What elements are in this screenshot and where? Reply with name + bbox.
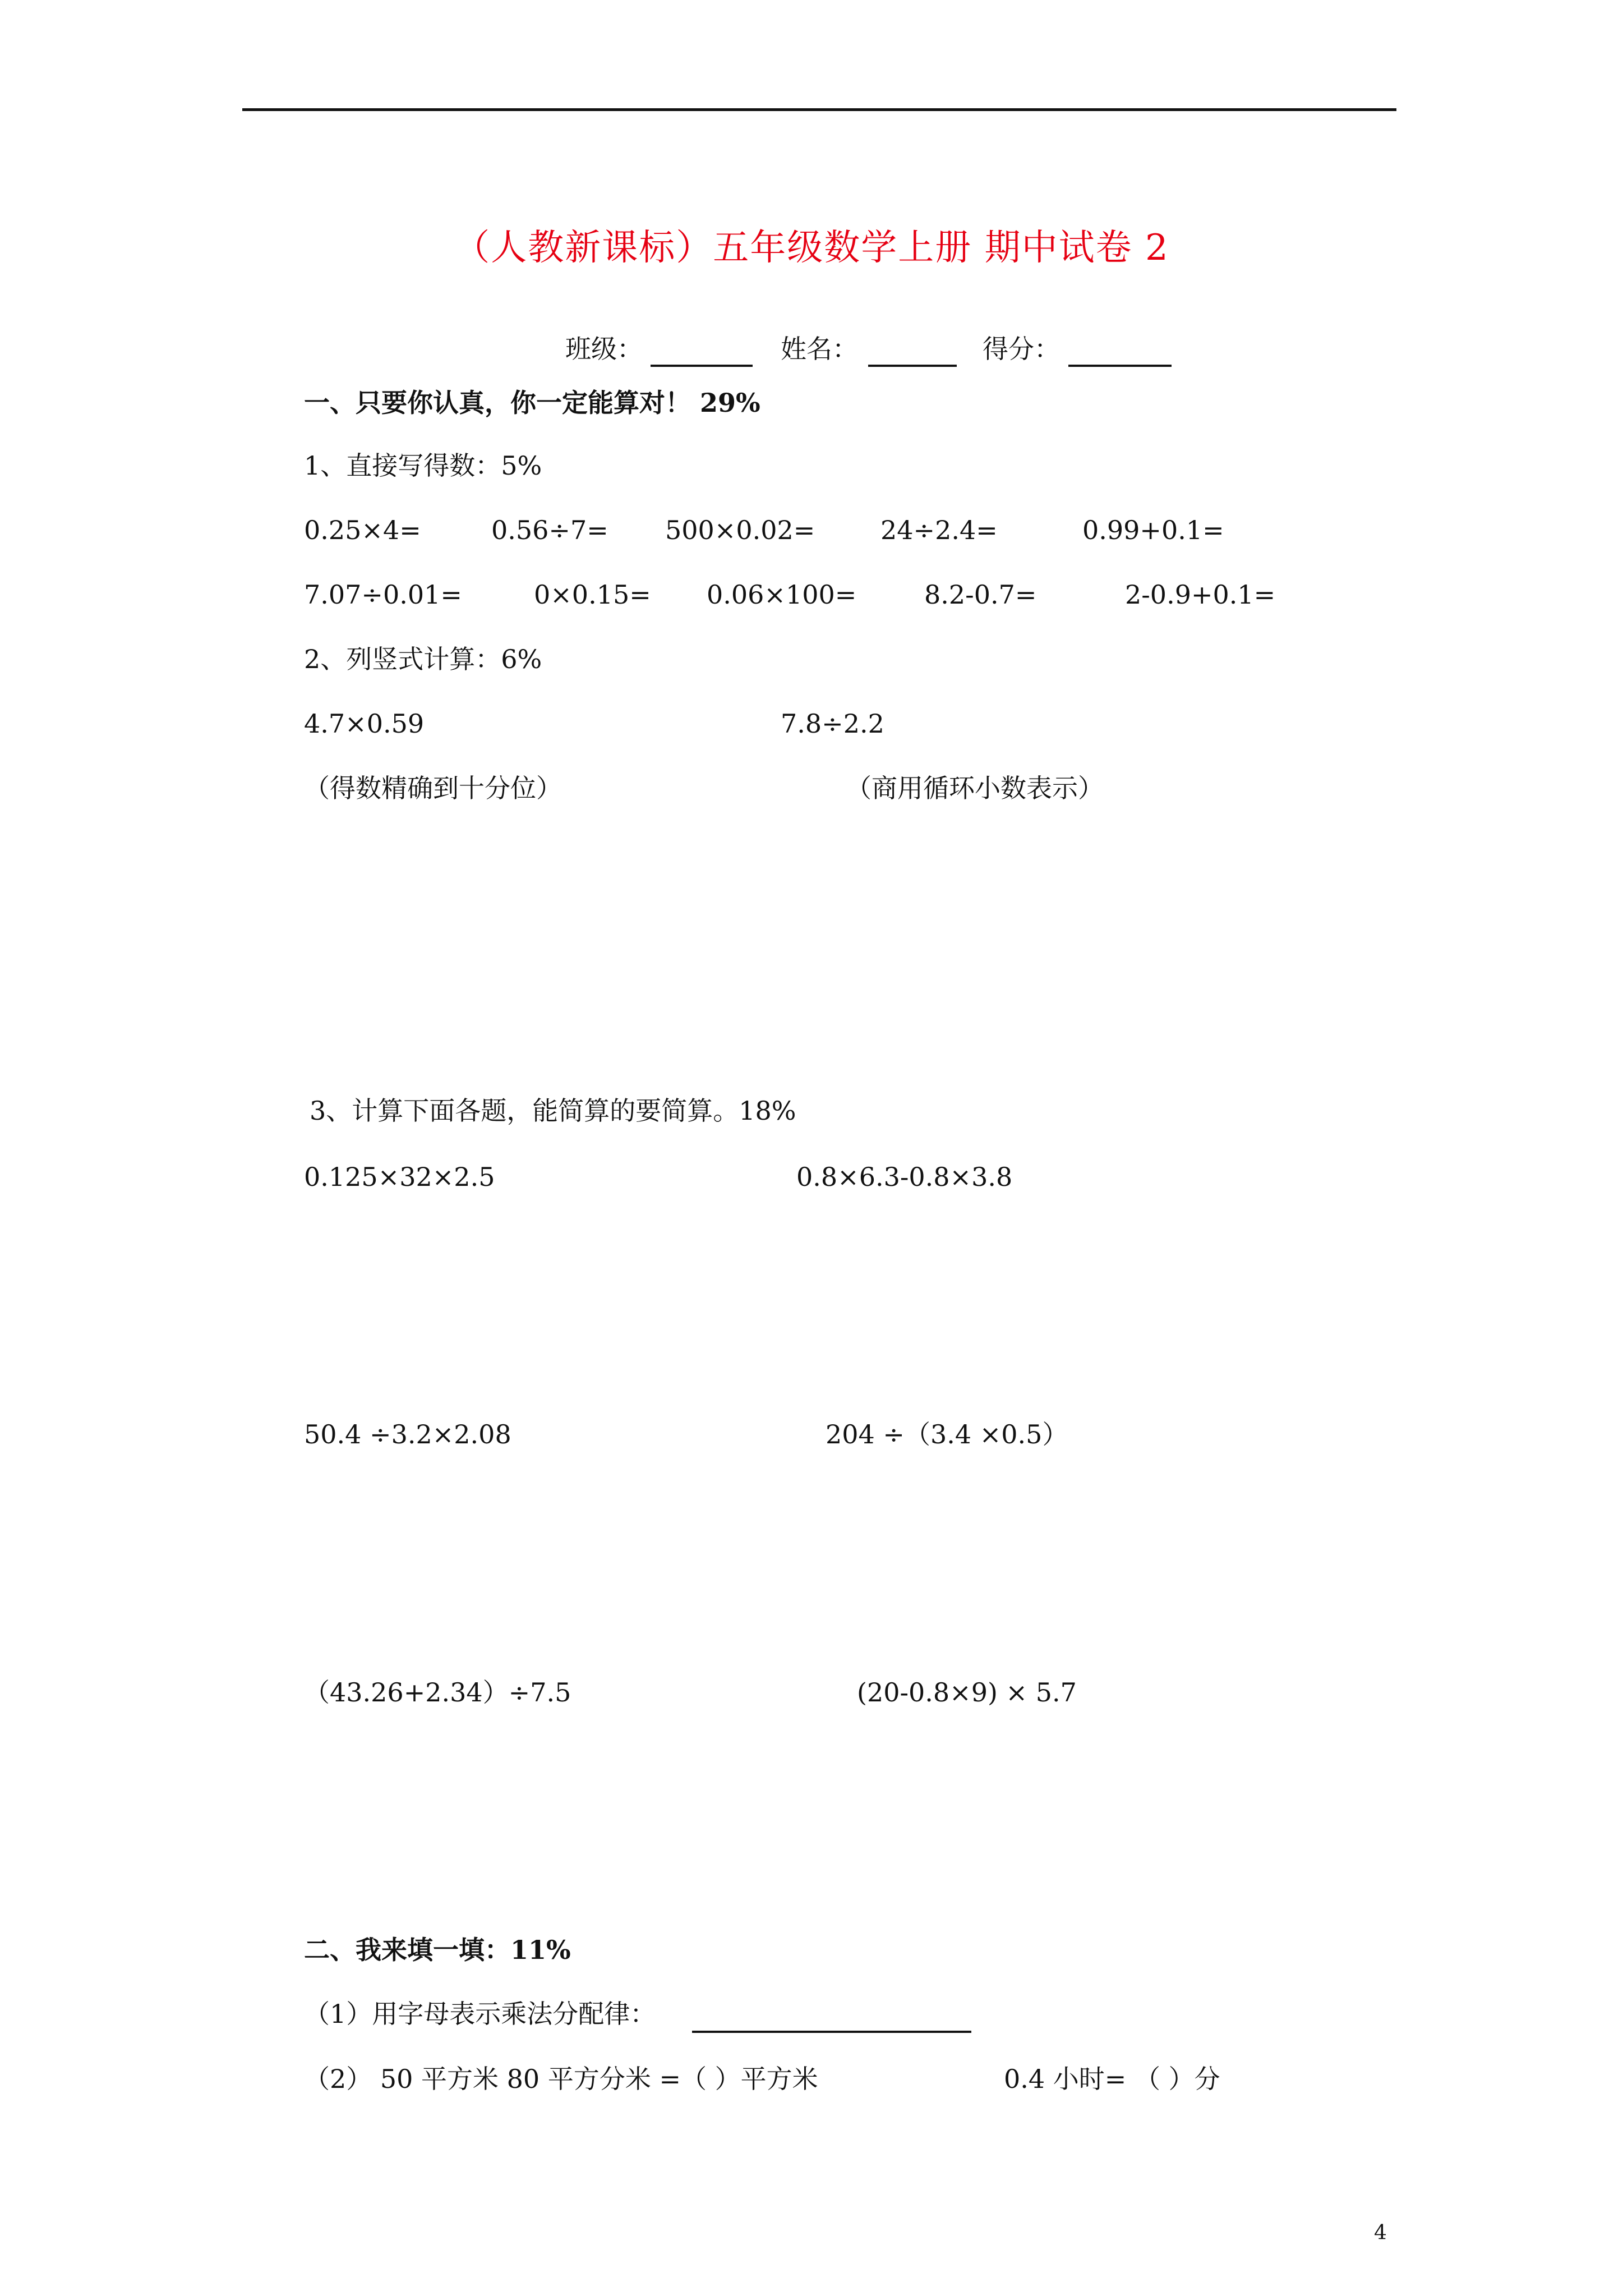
fill-item-2a: （2） 50 平方米 80 平方分米 =（ ）平方米 [304,2064,818,2094]
q3-expr: 0.125×32×2.5 [304,1162,495,1192]
q3-expr: 204 ÷（3.4 ×0.5） [826,1419,1068,1450]
q2-right-expr: 7.8÷2.2 [781,708,884,739]
q1-row1-item: 24÷2.4= [880,515,998,545]
fill-item-1: （1）用字母表示乘法分配律： [304,1999,656,2029]
page-number: 4 [1374,2221,1387,2244]
q1-row1-item: 0.56÷7= [491,515,608,545]
q1-row2-item: 7.07÷0.01= [304,579,462,610]
fill-blank-1[interactable] [692,2003,971,2035]
score-label: 得分： [983,334,1060,364]
q3-label: 3、计算下面各题，能简算的要简算。18% [310,1096,796,1126]
q1-row1-item: 500×0.02= [665,515,815,545]
section1-heading: 一、只要你认真，你一定能算对！ 29% [304,388,760,418]
q2-label: 2、列竖式计算：6% [304,644,542,674]
q3-expr: 0.8×6.3-0.8×3.8 [796,1162,1013,1192]
class-blank[interactable] [651,337,753,369]
q2-left-note: （得数精确到十分位） [304,773,562,803]
page-title: （人教新课标）五年级数学上册 期中试卷 2 [454,227,1169,269]
q1-row2-item: 0.06×100= [707,579,857,610]
q3-expr: (20-0.8×9) × 5.7 [857,1677,1077,1708]
q1-label: 1、直接写得数：5% [304,450,542,481]
q2-right-note: （商用循环小数表示） [846,773,1104,803]
q1-row1-item: 0.99+0.1= [1082,515,1224,545]
name-blank[interactable] [868,337,957,369]
q2-left-expr: 4.7×0.59 [304,708,425,739]
fill-item-2b: 0.4 小时= （ ）分 [1004,2064,1220,2094]
q1-row1-item: 0.25×4= [304,515,421,545]
name-label: 姓名： [781,334,858,364]
q1-row2-item: 0×0.15= [534,579,651,610]
top-rule [242,108,1396,111]
q1-row2-item: 2-0.9+0.1= [1125,579,1276,610]
class-label: 班级： [565,334,643,364]
score-blank[interactable] [1068,337,1172,369]
q1-row2-item: 8.2-0.7= [924,579,1037,610]
q3-expr: 50.4 ÷3.2×2.08 [304,1419,511,1450]
section2-heading: 二、我来填一填：11% [304,1935,571,1965]
q3-expr: （43.26+2.34）÷7.5 [304,1677,571,1708]
